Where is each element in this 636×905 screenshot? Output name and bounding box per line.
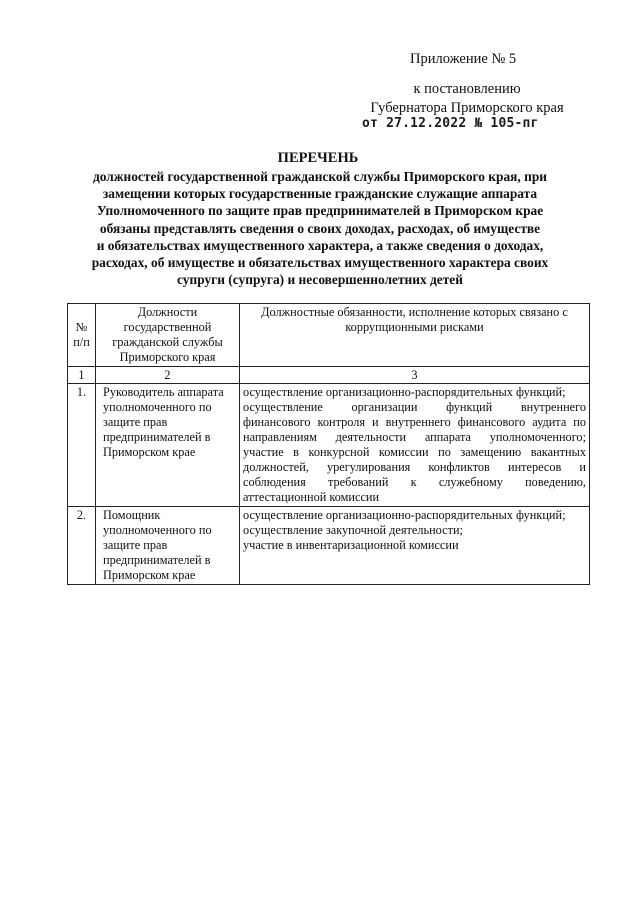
position-line: Руководитель аппарата xyxy=(103,385,224,399)
duties-line: финансового контроля и внутреннего финансового аудита по xyxy=(243,415,586,429)
header-position-line: государственной xyxy=(123,320,212,334)
header-duties-line: коррупционными рисками xyxy=(345,320,484,334)
duties-line: осуществление организационно-распорядительных функций; xyxy=(243,385,566,399)
subtitle-line: замещении которых государственные гражданские служащие аппарата xyxy=(102,186,538,202)
position-line: предпринимателей в xyxy=(103,553,211,567)
subtitle-line: расходах, об имуществе и обязательствах имущественного характера своих xyxy=(91,255,549,271)
resolution-reference xyxy=(357,80,577,118)
duties-line: осуществление организации функций внутреннего xyxy=(243,400,586,414)
document-title: ПЕРЕЧЕНЬ xyxy=(277,150,359,166)
header-number-line: п/п xyxy=(73,335,90,349)
position-line: Приморском крае xyxy=(103,445,196,459)
column-number-row xyxy=(68,367,590,384)
position-line: предпринимателей в xyxy=(103,430,211,444)
duties-line: должностей, урегулирования конфликтов интересов и xyxy=(243,460,586,474)
table-row xyxy=(68,384,590,507)
table-row xyxy=(68,507,590,585)
positions-table xyxy=(67,303,590,585)
duties-line: участие в инвентаризационной комиссии xyxy=(243,538,459,552)
position-line: уполномоченного по xyxy=(103,400,212,414)
position-cell xyxy=(96,384,240,507)
header-number-line: № xyxy=(75,320,88,334)
position-line: защите прав xyxy=(103,538,168,552)
duties-line: аттестационной комиссии xyxy=(243,490,380,504)
appendix-label: Приложение № 5 xyxy=(410,51,517,67)
table-header-row xyxy=(68,304,590,367)
subtitle-line: супруги (супруга) и несовершеннолетних детей xyxy=(177,272,463,288)
header-position-line: Должности xyxy=(137,305,198,319)
position-line: Приморском крае xyxy=(103,568,196,582)
column-number: 2 xyxy=(96,367,240,384)
document-subtitle xyxy=(60,168,580,288)
header-duties xyxy=(240,304,590,367)
header-number xyxy=(68,304,96,367)
header-position-line: Приморского края xyxy=(119,350,216,364)
resolution-line: Губернатора Приморского края xyxy=(370,100,564,116)
header-duties-line: Должностные обязанности, исполнение которых связано с xyxy=(261,305,568,319)
duties-line: осуществление закупочной деятельности; xyxy=(243,523,463,537)
resolution-line: к постановлению xyxy=(413,81,521,97)
subtitle-line: и обязательствах имущественного характера, а также сведения о доходах, xyxy=(96,237,544,253)
duties-line: осуществление организационно-распорядительных функций; xyxy=(243,508,566,522)
header-position-line: гражданской службы xyxy=(112,335,223,349)
duties-cell xyxy=(240,384,590,507)
duties-line: направлениям деятельности аппарата уполномоченного; xyxy=(243,430,586,444)
position-cell xyxy=(96,507,240,585)
duties-line: соблюдения требований к служебному поведению, xyxy=(243,475,586,489)
subtitle-line: обязаны представлять сведения о своих доходах, расходах, об имуществе xyxy=(99,220,541,236)
column-number: 1 xyxy=(68,367,96,384)
position-line: защите прав xyxy=(103,415,168,429)
header-position xyxy=(96,304,240,367)
position-line: уполномоченного по xyxy=(103,523,212,537)
duties-line: участие в конкурсной комиссии по замещению вакантных xyxy=(243,445,586,459)
column-number: 3 xyxy=(240,367,590,384)
duties-cell xyxy=(240,507,590,585)
subtitle-line: Уполномоченного по защите прав предпринимателей в Приморском крае xyxy=(96,203,544,219)
subtitle-line: должностей государственной гражданской службы Приморского края, при xyxy=(93,169,547,184)
row-number: 1. xyxy=(68,384,96,507)
position-line: Помощник xyxy=(103,508,161,522)
row-number: 2. xyxy=(68,507,96,585)
date-number-stamp: от 27.12.2022 № 105-пг xyxy=(362,116,539,131)
